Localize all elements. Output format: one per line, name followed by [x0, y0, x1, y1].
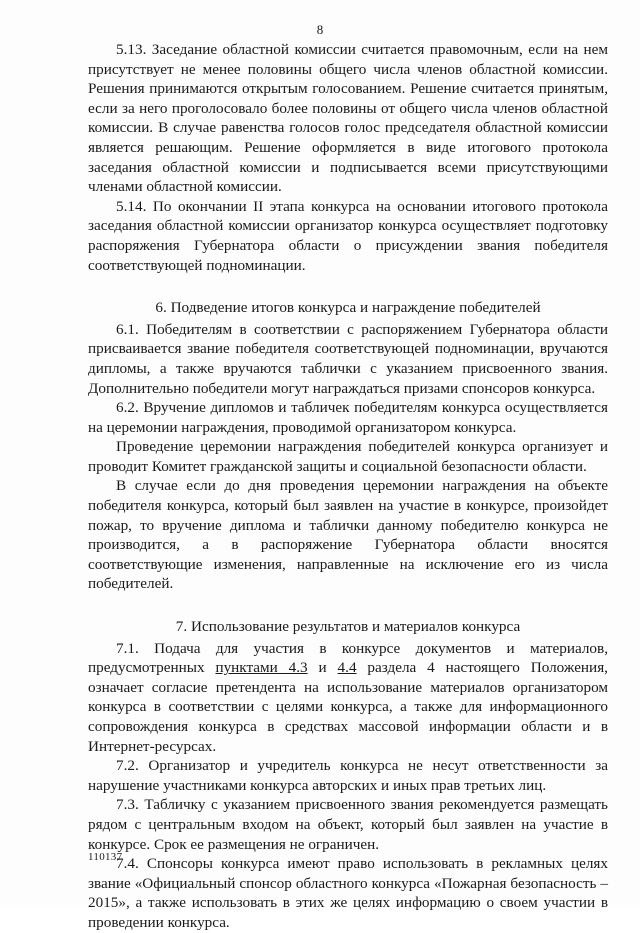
- clause-7-1-text-start: 7.1. Подача для участия в конкурсе документов и материалов, предусмотренных: [88, 639, 608, 677]
- clause-7-1-text-and: и: [307, 659, 338, 677]
- page-number: 8: [316, 22, 324, 37]
- clause-7-1-text-end: раздела 4 настоящего Положения, означает согласие претендента на использование материалов организатором конкурса в соответствии с целями конкурса, а также для информационного сопровождения конкурса в средствах массовой информации области и в Интернет-ресурсах.: [88, 659, 608, 755]
- clause-6-2: 6.2. Вручение дипломов и табличек победителям конкурса осуществляется на церемонии награждения, проводимой организатором конкурса.: [88, 399, 608, 436]
- clause-5-14: 5.14. По окончании II этапа конкурса на основании итогового протокола заседания областной комиссии организатор конкурса осуществляет подготовку распоряжения Губернатора области о присуждении звания победителя соответствующей подноминации.: [88, 197, 608, 274]
- clause-7-3: 7.3. Табличку с указанием присвоенного звания рекомендуется размещать рядом с центральным входом на объект, который был заявлен на участие в конкурсе. Срок ее размещения не ограничен.: [88, 796, 608, 853]
- document-code: 110137: [88, 851, 123, 863]
- clause-5-13: 5.13. Заседание областной комиссии считается правомочным, если на нем присутствует не менее половины общего числа членов областной комиссии. Решения принимаются открытым голосованием. Решение считается принятым, если за него проголосовало более половины от общего числа членов областной комиссии. В случае равенства голосов голос председателя областной комиссии является решающим. Решение оформляется в виде итогового протокола заседания областной комиссии и подписывается всеми присутствующими членами областной комиссии.: [88, 41, 608, 196]
- link-clause-4-4[interactable]: 4.4: [337, 659, 357, 677]
- document-body: [88, 40, 608, 933]
- section-6-heading: 6. Подведение итогов конкурса и награждение победителей: [155, 299, 541, 317]
- clause-6-1: 6.1. Победителям в соответствии с распоряжением Губернатора области присваивается звание победителя соответствующей подноминации, вручаются дипломы, а также вручаются таблички с указанием присвоенного звания. Дополнительно победители могут награждаться призами спонсоров конкурса.: [88, 320, 608, 397]
- clause-7-1: [88, 639, 608, 757]
- clause-6-2-ceremony: Проведение церемонии награждения победителей конкурса организует и проводит Комитет гражданской защиты и социальной безопасности области.: [88, 438, 608, 475]
- clause-6-2-fire-case: В случае если до дня проведения церемонии награждения на объекте победителя конкурса, который был заявлен на участие в конкурсе, произойдет пожар, то вручение диплома и таблички данному победителю конкурса не производится, а в распоряжение Губернатора области вносятся соответствующие изменения, направленные на исключение его из числа победителей.: [88, 477, 608, 593]
- clause-7-2: 7.2. Организатор и учредитель конкурса не несут ответственности за нарушение участниками конкурса авторских и иных прав третьих лиц.: [88, 757, 608, 794]
- link-clause-4-3[interactable]: пунктами 4.3: [215, 659, 308, 677]
- section-7-heading: 7. Использование результатов и материалов конкурса: [175, 618, 521, 636]
- clause-7-4: 7.4. Спонсоры конкурса имеют право использовать в рекламных целях звание «Официальный спонсор областного конкурса «Пожарная безопасность – 2015», а также использовать в этих же целях информацию о своем участии в проведении конкурса.: [88, 855, 608, 931]
